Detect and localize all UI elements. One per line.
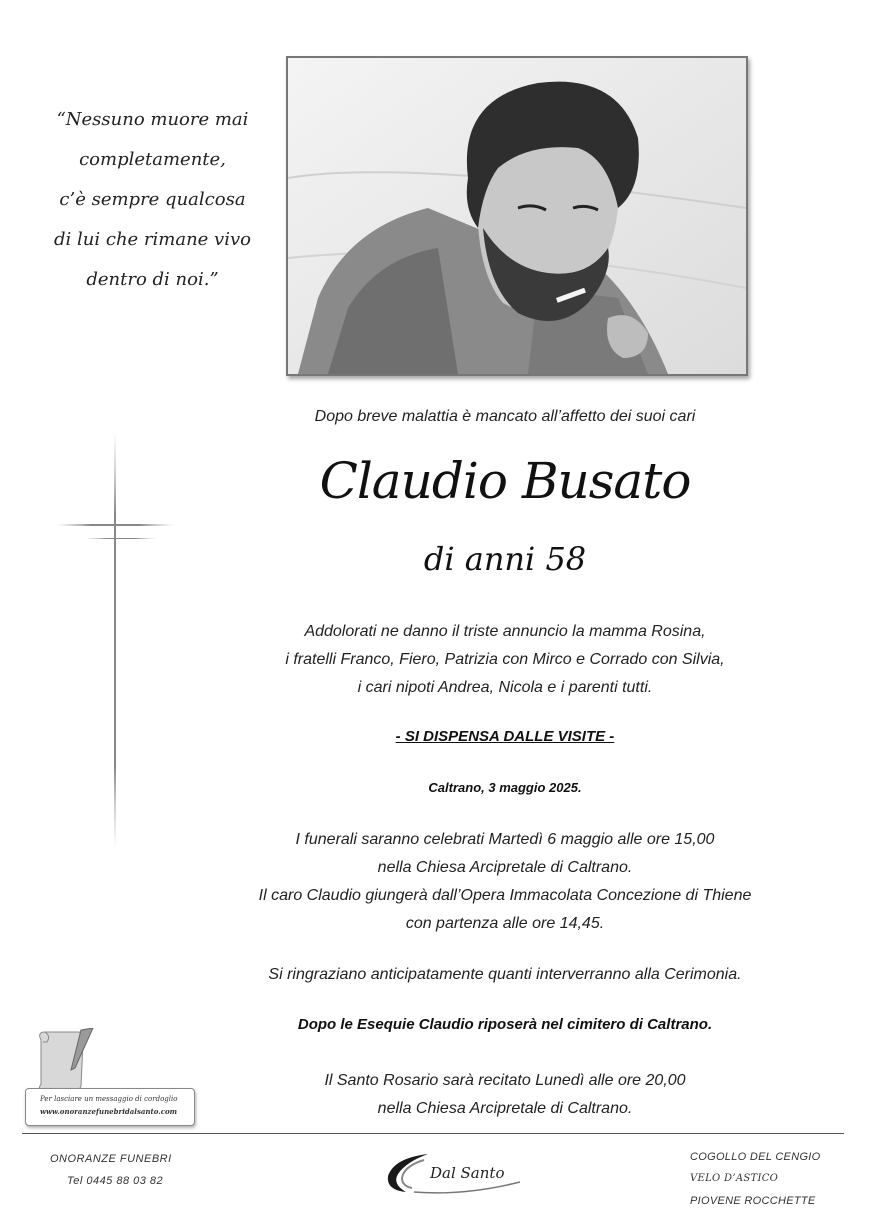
intro-text: Dopo breve malattia è mancato all’affetto dei suoi cari [314, 408, 696, 425]
funeral-line: Il caro Claudio giungerà dall’Opera Immacolata Concezione di Thiene [258, 887, 752, 904]
footer-location: VELO D’ASTICO [690, 1173, 779, 1184]
portrait-photo [286, 56, 748, 376]
funeral-details [200, 826, 810, 938]
rosary-details [200, 1067, 810, 1123]
condolence-caption: Per lasciare un messaggio di cordoglio [40, 1095, 178, 1103]
visits-notice: - SI DISPENSA DALLE VISITE - [395, 728, 615, 745]
funeral-line: I funerali saranno celebrati Martedì 6 maggio alle ore 15,00 [295, 831, 715, 848]
quote [40, 100, 265, 300]
dal-santo-logo [384, 1146, 524, 1198]
rosary-line: Il Santo Rosario sarà recitato Lunedì alle ore 20,00 [324, 1072, 686, 1089]
footer-company-title: ONORANZE FUNEBRI [50, 1153, 172, 1165]
family-announcement [200, 618, 810, 702]
thanks-text [200, 961, 810, 989]
footer-divider [22, 1133, 844, 1134]
funeral-line: nella Chiesa Arcipretale di Caltrano. [377, 859, 633, 876]
footer-location: PIOVENE ROCCHETTE [690, 1195, 816, 1207]
condolence-url[interactable]: www.onoranzefunebridalsanto.com [40, 1107, 178, 1116]
thanks-line: Si ringraziano anticipatamente quanti interverranno alla Cerimonia. [268, 966, 742, 983]
funeral-line: con partenza alle ore 14,45. [405, 915, 605, 932]
condolence-link[interactable] [25, 1028, 195, 1128]
footer-left [50, 1148, 172, 1192]
family-line: i fratelli Franco, Fiero, Patrizia con Mirco e Corrado con Silvia, [285, 651, 725, 668]
quote-line: di lui che rimane vivo [54, 229, 251, 250]
deceased-age: di anni 58 [423, 540, 587, 578]
footer-locations [690, 1146, 821, 1212]
footer-phone: Tel 0445 88 03 82 [67, 1175, 164, 1187]
footer-location: COGOLLO DEL CENGIO [690, 1151, 821, 1163]
family-line: i cari nipoti Andrea, Nicola e i parenti tutti. [357, 679, 653, 696]
quote-line: dentro di noi.” [86, 269, 219, 290]
quote-line: “Nessuno muore mai [56, 109, 249, 130]
deceased-name: Claudio Busato [319, 452, 691, 510]
cross-icon [55, 430, 175, 850]
place-date: Caltrano, 3 maggio 2025. [428, 780, 582, 795]
rosary-line: nella Chiesa Arcipretale di Caltrano. [377, 1100, 633, 1117]
scroll-icon [35, 1028, 95, 1094]
family-line: Addolorati ne danno il triste annuncio la mamma Rosina, [304, 623, 706, 640]
quote-line: c’è sempre qualcosa [59, 189, 246, 210]
quote-line: completamente, [79, 149, 226, 170]
logo-text: Dal Santo [430, 1164, 505, 1182]
burial-text: Dopo le Esequie Claudio riposerà nel cimitero di Caltrano. [297, 1016, 713, 1033]
condolence-box[interactable] [25, 1088, 195, 1126]
